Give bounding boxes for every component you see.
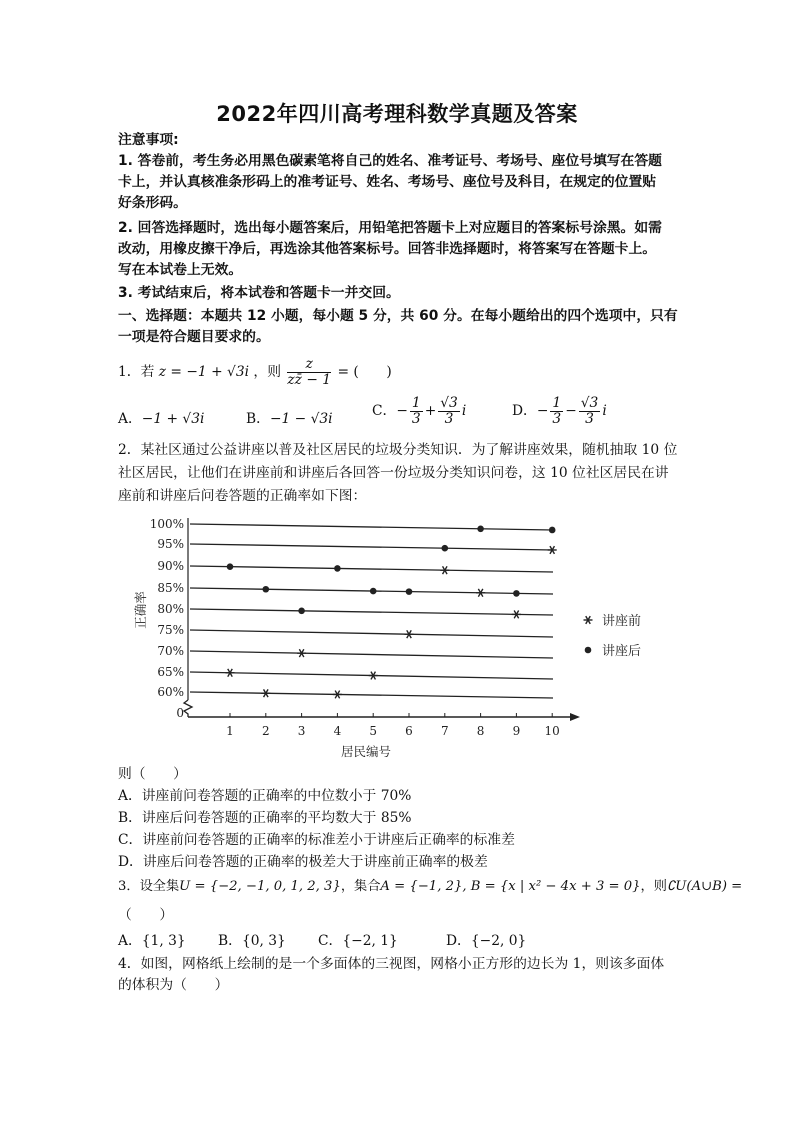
legend-star-icon xyxy=(584,616,593,624)
before-lecture-point xyxy=(333,691,342,699)
after-lecture-point xyxy=(298,608,305,615)
x-tick-label: 10 xyxy=(544,724,560,738)
y-tick-label: 0 xyxy=(176,706,184,720)
x-tick-label: 9 xyxy=(512,724,521,738)
q2-stem-line: 座前和讲座后问卷答题的正确率如下图： xyxy=(118,488,367,504)
after-lecture-point xyxy=(442,545,449,552)
y-tick-label: 100% xyxy=(149,517,184,531)
before-lecture-point xyxy=(440,566,449,574)
before-lecture-point xyxy=(369,672,378,680)
legend-label: 讲座后 xyxy=(602,644,642,659)
x-tick-label: 3 xyxy=(297,724,306,738)
notice-line: 3. 考试结束后，将本试卷和答题卡一并交回。 xyxy=(118,285,400,301)
after-lecture-point xyxy=(227,563,234,570)
q1-suffix: = ( ) xyxy=(337,364,392,380)
option-label: D． xyxy=(512,403,537,419)
y-axis-title: 正确率 xyxy=(133,591,148,629)
option-frac xyxy=(550,396,563,427)
frac-num: 1 xyxy=(552,395,562,411)
y-tick-label: 85% xyxy=(157,581,184,595)
option-op: − xyxy=(565,403,577,419)
q3-text: 3．设全集 xyxy=(118,879,180,894)
q2-option-b: B．讲座后问卷答题的正确率的平均数大于 85% xyxy=(118,810,412,826)
option-tail: i xyxy=(602,403,607,419)
q3-paren: （ ） xyxy=(118,907,174,923)
q3-text: ，则 xyxy=(640,879,667,894)
notice-line: 卡上，并认真核准条形码上的准考证号、姓名、考场号、座位号及科目，在规定的位置贴 xyxy=(118,174,657,190)
q1-prefix: 1．若 xyxy=(118,364,155,380)
q2-stem-line: 社区居民，让他们在讲座前和讲座后各回答一份垃圾分类知识问卷，这 10 位社区居民在讲 xyxy=(118,465,669,481)
x-axis-arrow-icon xyxy=(570,713,580,721)
notice-heading: 注意事项: xyxy=(118,132,179,148)
before-lecture-point xyxy=(226,669,235,677)
y-tick-label: 95% xyxy=(157,537,184,551)
y-tick-label: 75% xyxy=(157,623,184,637)
y-tick-label: 65% xyxy=(157,665,184,679)
q1-then: ，则 xyxy=(253,364,282,380)
option-label: C． xyxy=(372,403,397,419)
q1-option-c xyxy=(372,396,466,427)
option-sign: − xyxy=(536,403,549,419)
page-title: 2022年四川高考理科数学真题及答案 xyxy=(216,102,578,126)
y-tick-label: 80% xyxy=(157,602,184,616)
before-lecture-point xyxy=(512,610,521,618)
legend-label: 讲座前 xyxy=(602,614,642,629)
frac-den: 3 xyxy=(585,411,594,427)
option-op: + xyxy=(424,403,437,419)
q2-stem-line: 2．某社区通过公益讲座以普及社区居民的垃圾分类知识．为了解讲座效果，随机抽取 10 位 xyxy=(118,442,678,458)
option-text: −1 − √3i xyxy=(269,411,333,427)
frac-num: √3 xyxy=(580,395,599,411)
q1-frac-den: zz̄ − 1 xyxy=(287,372,332,388)
accuracy-chart xyxy=(118,510,678,765)
notice-line: 写在本试卷上无效。 xyxy=(118,262,243,278)
option-frac xyxy=(410,396,423,427)
after-lecture-point xyxy=(477,526,484,533)
q4-stem-line: 4．如图，网格纸上绘制的是一个多面体的三视图，网格小正方形的边长为 1，则该多面体 xyxy=(118,956,665,972)
x-tick-label: 2 xyxy=(261,724,270,738)
grid-line xyxy=(190,524,553,530)
legend-dot-icon xyxy=(585,647,592,654)
option-text: {1, 3} xyxy=(141,933,186,949)
q2-option-a: A．讲座前问卷答题的正确率的中位数小于 70% xyxy=(118,788,412,804)
frac-num: √3 xyxy=(440,395,458,411)
x-tick-label: 1 xyxy=(226,724,234,738)
option-label: B． xyxy=(246,411,270,427)
before-lecture-point xyxy=(405,630,414,638)
q4-stem-line: 的体积为（ ） xyxy=(118,977,229,993)
q3-stem xyxy=(118,876,743,897)
q2-option-d: D．讲座后问卷答题的正确率的极差大于讲座前正确率的极差 xyxy=(118,854,488,870)
grid-line xyxy=(190,566,553,572)
y-tick-label: 90% xyxy=(157,559,184,573)
q2-after: 则（ ） xyxy=(118,766,187,782)
q1-fraction xyxy=(287,357,331,388)
before-lecture-point xyxy=(297,649,306,657)
option-label: C． xyxy=(318,933,343,949)
q1-frac-num: z xyxy=(287,357,331,373)
frac-den: 3 xyxy=(444,411,454,427)
q3-text: ，集合 xyxy=(340,879,381,894)
chart-axes xyxy=(133,517,580,759)
after-lecture-point xyxy=(334,565,341,572)
q2-option-c: C．讲座前问卷答题的正确率的标准差小于讲座后正确率的标准差 xyxy=(118,832,515,848)
option-sign: − xyxy=(396,403,408,419)
after-lecture-point xyxy=(513,590,520,597)
option-label: A． xyxy=(118,933,142,949)
before-lecture-point xyxy=(476,589,485,597)
chart-legend xyxy=(584,613,642,659)
x-tick-label: 5 xyxy=(369,724,378,738)
x-axis-title: 居民编号 xyxy=(340,744,392,759)
frac-den: 3 xyxy=(411,411,421,427)
option-text: {0, 3} xyxy=(241,933,286,949)
q1-option-b xyxy=(246,407,333,427)
option-tail: i xyxy=(461,403,467,419)
grid-line xyxy=(190,651,553,658)
q1-option-a xyxy=(118,407,204,427)
option-text: {−2, 0} xyxy=(470,933,527,949)
after-lecture-point xyxy=(370,588,377,595)
q1-stem xyxy=(118,357,678,388)
grid-line xyxy=(190,630,553,637)
y-tick-label: 70% xyxy=(157,644,184,658)
axis-break-icon xyxy=(184,700,192,717)
q3-set-ab: A = {−1, 2}, B = {x | x² − 4x + 3 = 0} xyxy=(380,879,641,894)
option-text: {−2, 1} xyxy=(342,933,398,949)
option-frac xyxy=(579,396,601,427)
x-tick-label: 6 xyxy=(405,724,413,738)
option-label: B． xyxy=(218,933,242,949)
q3-option-d xyxy=(446,929,526,949)
grid-line xyxy=(190,544,553,550)
grid-line xyxy=(190,609,553,615)
x-tick-label: 7 xyxy=(440,724,449,738)
q3-option-c xyxy=(318,929,398,949)
option-text: −1 + √3i xyxy=(141,411,205,427)
notice-line: 1. 答卷前，考生务必用黑色碳素笔将自己的姓名、准考证号、考场号、座位号填写在答题 xyxy=(118,153,662,169)
option-frac xyxy=(438,396,460,427)
notice-line: 好条形码。 xyxy=(118,195,187,211)
after-lecture-point xyxy=(263,586,270,593)
q3-option-b xyxy=(218,929,286,949)
after-lecture-point xyxy=(406,588,413,595)
section-heading: 一、选择题：本题共 12 小题，每小题 5 分，共 60 分。在每小题给出的四个选项中，只有 xyxy=(118,308,678,324)
before-lecture-point xyxy=(261,689,270,697)
q3-option-a xyxy=(118,929,186,949)
option-label: D． xyxy=(446,933,471,949)
section-heading-cont: 一项是符合题目要求的。 xyxy=(118,329,270,345)
x-tick-label: 4 xyxy=(333,724,342,738)
q1-option-d xyxy=(512,396,607,427)
before-lecture-point xyxy=(548,546,557,554)
q3-complement: ∁U(A∪B) = xyxy=(666,879,743,894)
grid-line xyxy=(190,692,553,698)
notice-line: 改动，用橡皮擦干净后，再选涂其他答案标号。回答非选择题时，将答案写在答题卡上。 xyxy=(118,241,657,257)
after-lecture-point xyxy=(549,527,556,534)
x-tick-label: 8 xyxy=(476,724,485,738)
y-tick-label: 60% xyxy=(157,685,184,699)
option-label: A． xyxy=(118,411,142,427)
frac-den: 3 xyxy=(552,411,562,427)
frac-num: 1 xyxy=(411,395,421,411)
notice-line: 2. 回答选择题时，选出每小题答案后，用铅笔把答题卡上对应题目的答案标号涂黑。如需 xyxy=(118,220,662,236)
q1-z-expr: z = −1 + √3i xyxy=(158,364,250,380)
q3-set-u: U = {−2, −1, 0, 1, 2, 3} xyxy=(179,879,341,894)
